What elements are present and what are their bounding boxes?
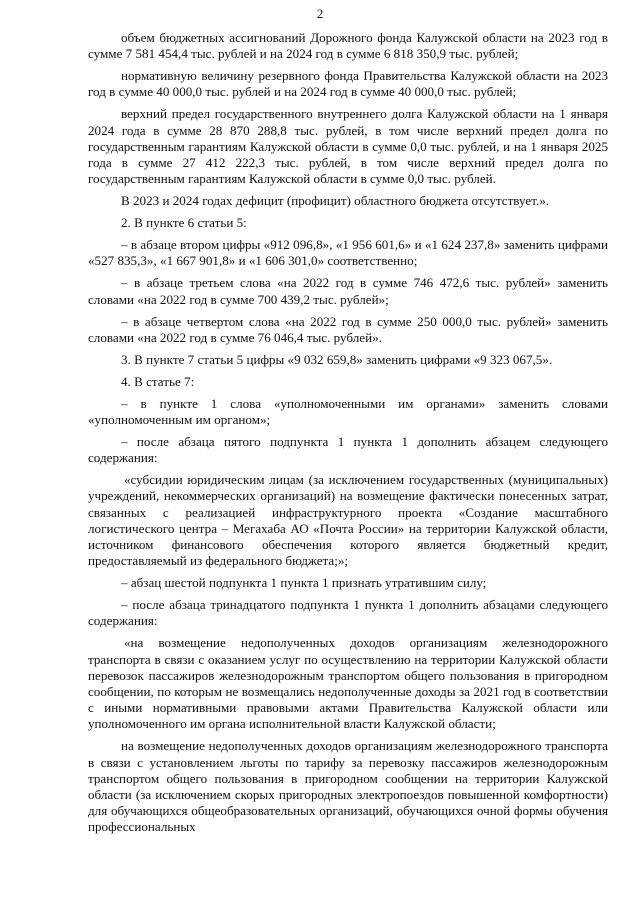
paragraph: – в абзаце четвертом слова «на 2022 год в сумме 250 000,0 тыс. рублей» заменить словами «на 2022 год в сумме 76 046,4 тыс. рублей». [88, 313, 608, 345]
paragraph: нормативную величину резервного фонда Правительства Калужской области на 2023 год в сумме 40 000,0 тыс. рублей и на 2024 год в сумме 40 000,0 тыс. рублей; [88, 68, 608, 100]
paragraph: – в пункте 1 слова «уполномоченными им органами» заменить словами «уполномоченным им органом»; [88, 395, 608, 428]
document-body [88, 30, 608, 841]
paragraph: В 2023 и 2024 годах дефицит (профицит) областного бюджета отсутствует.». [121, 193, 550, 209]
paragraph: 4. В статье 7: [121, 373, 195, 389]
paragraph: верхний предел государственного внутреннего долга Калужской области на 1 января 2024 года в сумме 28 870 288,8 тыс. рублей, в том числе верхний предел долга по государственным гарантиям Калужской области в сумме 0,0 тыс. рублей, и на 1 января 2025 года в сумме 27 412 222,3 тыс. рублей, в том числе верхний предел долга по государственным гарантиям Калужской области в сумме 0,0 тыс. рублей. [88, 106, 608, 187]
paragraph: 3. В пункте 7 статьи 5 цифры «9 032 659,8» заменить цифрами «9 323 067,5». [121, 351, 553, 367]
quoted-paragraph: «на возмещение недополученных доходов организациям железнодорожного транспорта в связи с оказанием услуг по осуществлению на территории Калужской области перевозок пассажиров железнодорожным транспортом общего пользования в пригородном сообщении, по которым не возмещались недополученные доходы за 2021 год в соответствии с иными нормативными правовыми актами Правительства Калужской области или уполномоченного им органа исполнительной власти Калужской области; [88, 635, 608, 732]
paragraph: объем бюджетных ассигнований Дорожного фонда Калужской области на 2023 год в сумме 7 581 454,4 тыс. рублей и на 2024 год в сумме 6 818 350,9 тыс. рублей; [88, 30, 608, 62]
paragraph: – в абзаце третьем слова «на 2022 год в сумме 746 472,6 тыс. рублей» заменить словами «на 2022 год в сумме 700 439,2 тыс. рублей»; [88, 275, 608, 307]
paragraph: – абзац шестой подпункта 1 пункта 1 признать утратившим силу; [121, 575, 487, 591]
page-number: 2 [316, 6, 324, 21]
paragraph: – в абзаце втором цифры «912 096,8», «1 956 601,6» и «1 624 237,8» заменить цифрами «527 835,3», «1 667 901,8» и «1 606 301,0» соответственно; [88, 237, 608, 269]
paragraph: 2. В пункте 6 статьи 5: [121, 215, 247, 231]
paragraph: – после абзаца тринадцатого подпункта 1 пункта 1 дополнить абзацами следующего содержания: [88, 597, 608, 629]
paragraph: – после абзаца пятого подпункта 1 пункта 1 дополнить абзацем следующего содержания: [88, 434, 608, 466]
paragraph: на возмещение недополученных доходов организациям железнодорожного транспорта в связи с установлением льготы по тарифу за перевозку пассажиров железнодорожным транспортом общего пользования в пригородном сообщении на территории Калужской области (за исключением скорых пригородных электропоездов повышенной комфортности) для обучающихся общеобразовательных организаций, обучающихся очной формы обучения профессиональных [88, 738, 608, 835]
quoted-paragraph: «субсидии юридическим лицам (за исключением государственных (муниципальных) учреждений, некоммерческих организаций) на возмещение фактически понесенных затрат, связанных с реализацией инфраструктурного проекта «Создание масштабного логистического центра – Мегахаба АО «Почта России» на территории Калужской области, источником финансового обеспечения которого является бюджетный кредит, предоставляемый из федерального бюджета;»; [88, 472, 608, 569]
